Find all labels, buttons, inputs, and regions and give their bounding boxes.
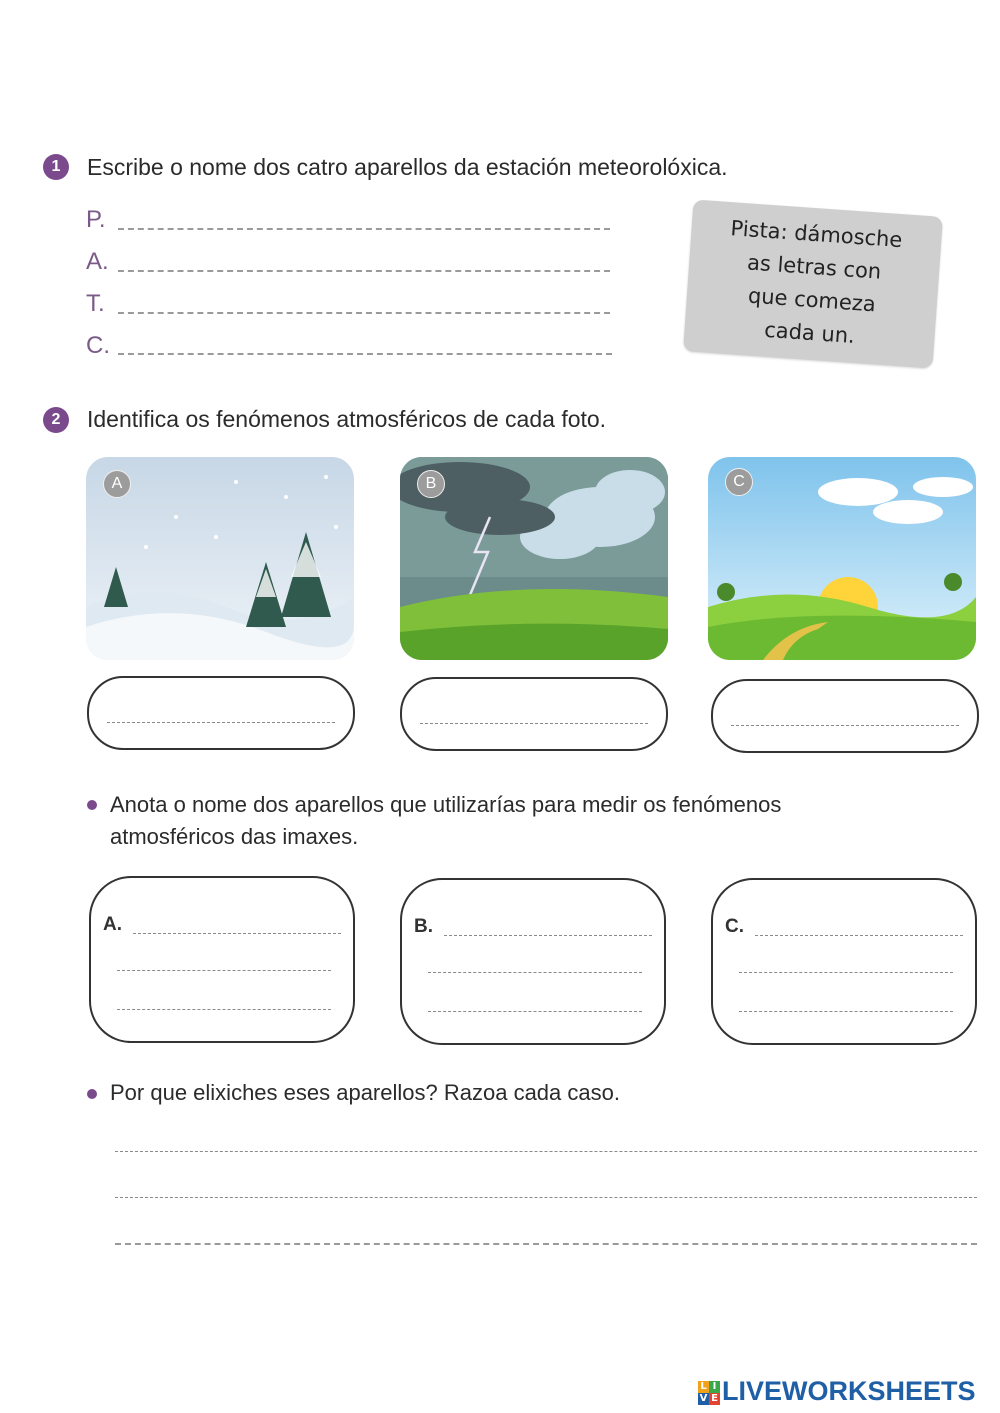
answer-pill-c[interactable] (711, 679, 979, 753)
answer-line[interactable] (107, 722, 335, 723)
exercise-2-number: 2 (43, 407, 69, 433)
exercise-2-instruction: Identifica os fenómenos atmosféricos de cada foto. (87, 406, 607, 432)
photo-b-badge: B (417, 470, 445, 498)
hint-card (683, 199, 943, 368)
box-label-b: B. (414, 916, 433, 937)
answer-line[interactable] (117, 970, 331, 971)
answer-pill-b[interactable] (400, 677, 668, 751)
hint-line-2: as letras con (746, 250, 882, 284)
answer-line[interactable] (428, 1011, 642, 1012)
bullet-dot (87, 1089, 97, 1099)
reason-line-1[interactable] (115, 1151, 977, 1152)
bullet-1-line-1: Anota o nome dos aparellos que utilizarías para medir os fenómenos (110, 792, 782, 817)
answer-line-c[interactable] (118, 353, 612, 355)
answer-pill-a[interactable] (87, 676, 355, 750)
answer-line-t[interactable] (118, 312, 610, 314)
answer-line[interactable] (755, 935, 963, 936)
logo-letter: V (699, 1393, 708, 1404)
bullet-dot (87, 800, 97, 810)
reason-line-2[interactable] (115, 1197, 977, 1198)
box-label-c: C. (725, 916, 744, 937)
letter-p: P. (86, 206, 106, 233)
box-label-a: A. (103, 914, 122, 935)
logo-letter: E (709, 1393, 720, 1405)
letter-t: T. (86, 290, 105, 317)
logo-letter: L (698, 1381, 709, 1393)
answer-line[interactable] (428, 972, 642, 973)
exercise-1-instruction: Escribe o nome dos catro aparellos da estación meteorolóxica. (87, 154, 728, 180)
answer-line[interactable] (731, 725, 959, 726)
answer-line[interactable] (444, 935, 652, 936)
bullet-2-text: Por que elixiches eses aparellos? Razoa cada caso. (110, 1080, 620, 1105)
logo-letter: I (709, 1381, 720, 1393)
answer-line[interactable] (420, 723, 648, 724)
hint-line-1: Pista: dámosche (729, 216, 904, 253)
answer-line[interactable] (133, 933, 341, 934)
answer-line[interactable] (739, 972, 953, 973)
liveworksheets-brand: LIVEWORKSHEETS (722, 1376, 976, 1406)
photo-c-badge: C (725, 468, 753, 496)
answer-line[interactable] (117, 1009, 331, 1010)
reason-line-3[interactable] (115, 1243, 977, 1245)
hint-line-3: que comeza (747, 283, 877, 317)
answer-box-b[interactable] (400, 878, 666, 1045)
answer-line[interactable] (739, 1011, 953, 1012)
answer-line-a[interactable] (118, 270, 610, 272)
exercise-1-number: 1 (43, 154, 69, 180)
answer-box-c[interactable] (711, 878, 977, 1045)
hint-line-4: cada un. (763, 317, 856, 349)
letter-a: A. (86, 248, 109, 275)
bullet-1-text (110, 789, 781, 853)
bullet-1-line-2: atmosféricos das imaxes. (110, 824, 359, 849)
photo-a-badge: A (103, 470, 131, 498)
liveworksheets-logo-icon (698, 1381, 720, 1405)
answer-box-a[interactable] (89, 876, 355, 1043)
answer-line-p[interactable] (118, 228, 610, 230)
letter-c: C. (86, 332, 110, 359)
